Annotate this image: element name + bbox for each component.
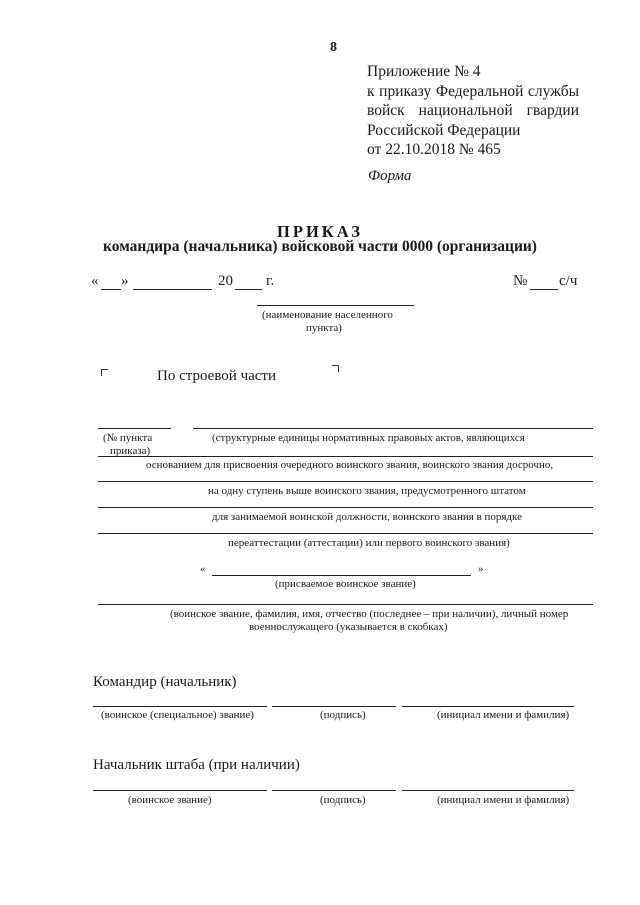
- legal-caption-line-5: переаттестации (аттестации) или первого воинского звания): [228, 537, 510, 549]
- item-caption-line-2: приказа): [110, 445, 151, 457]
- assigned-rank-caption: (присваемое воинское звание): [275, 578, 416, 590]
- serviceman-field[interactable]: [98, 604, 593, 605]
- chief-signature-field[interactable]: [272, 790, 396, 791]
- commander-rank-field[interactable]: [93, 706, 267, 707]
- commander-signature-field[interactable]: [272, 706, 396, 707]
- chief-name-field[interactable]: [402, 790, 574, 791]
- serviceman-caption-line-2: военнослужащего (указывается в скобках): [249, 621, 448, 633]
- year-suffix: г.: [266, 273, 275, 289]
- rank-quote-open: «: [200, 563, 206, 575]
- chief-rank-field[interactable]: [93, 790, 267, 791]
- appendix-line-1: Приложение № 4: [367, 63, 481, 80]
- legal-caption-line-1: (структурные единицы нормативных правовых актов, являющихся: [212, 432, 525, 444]
- commander-signature-caption: (подпись): [320, 709, 366, 721]
- appendix-line-3: войск национальной гвардии: [367, 102, 579, 119]
- legal-caption-line-2: основанием для присвоения очередного воинского звания, воинского звания досрочно,: [146, 459, 554, 471]
- appendix-line-5: от 22.10.2018 № 465: [367, 141, 501, 158]
- number-sign: №: [513, 273, 528, 289]
- chief-of-staff-title: Начальник штаба (при наличии): [93, 757, 300, 773]
- date-quote-open: «: [91, 273, 99, 289]
- legal-caption-line-3: на одну ступень выше воинского звания, предусмотренного штатом: [208, 485, 526, 497]
- month-field[interactable]: [133, 289, 212, 290]
- chief-signature-caption: (подпись): [320, 794, 366, 806]
- date-quote-close: »: [121, 273, 129, 289]
- legal-basis-field-4[interactable]: [98, 507, 593, 508]
- place-field[interactable]: [257, 305, 414, 306]
- item-caption-line-1: (№ пункта: [103, 432, 153, 444]
- document-subtitle: командира (начальника) войсковой части 0000 (организации): [103, 238, 537, 255]
- legal-caption-line-4: для занимаемой воинской должности, воинского звания в порядке: [212, 511, 522, 523]
- form-label: Форма: [368, 168, 412, 184]
- place-caption-line-2: пункта): [306, 322, 342, 334]
- chief-name-caption: (инициал имени и фамилия): [437, 794, 570, 806]
- corner-mark-left: [101, 369, 108, 376]
- number-suffix: с/ч: [559, 273, 578, 289]
- order-number-field[interactable]: [530, 289, 558, 290]
- commander-rank-caption: (воинское (специальное) звание): [101, 709, 254, 721]
- day-field[interactable]: [101, 289, 121, 290]
- commander-name-caption: (инициал имени и фамилия): [437, 709, 570, 721]
- legal-basis-field-1[interactable]: [193, 428, 593, 429]
- year-field[interactable]: [235, 289, 262, 290]
- section-heading: По строевой части: [157, 368, 277, 384]
- serviceman-caption-line-1: (воинское звание, фамилия, имя, отчество (последнее – при наличии), личный номер: [170, 608, 569, 620]
- commander-name-field[interactable]: [402, 706, 574, 707]
- page-number: 8: [330, 40, 337, 55]
- item-number-field[interactable]: [98, 428, 171, 429]
- appendix-line-4: Российской Федерации: [367, 121, 521, 139]
- appendix-block: [367, 62, 579, 160]
- legal-basis-field-5[interactable]: [98, 533, 593, 534]
- legal-basis-field-2[interactable]: [98, 456, 593, 457]
- year-prefix: 20: [218, 273, 233, 289]
- corner-mark-right: [332, 365, 339, 372]
- rank-quote-close: »: [478, 563, 484, 575]
- appendix-line-2: к приказу Федеральной службы: [367, 82, 579, 100]
- place-caption-line-1: (наименование населенного: [262, 309, 393, 321]
- commander-title: Командир (начальник): [93, 674, 237, 690]
- legal-basis-field-3[interactable]: [98, 481, 593, 482]
- chief-rank-caption: (воинское звание): [128, 794, 212, 806]
- assigned-rank-field[interactable]: [212, 575, 471, 576]
- document-title: ПРИКАЗ: [277, 222, 363, 241]
